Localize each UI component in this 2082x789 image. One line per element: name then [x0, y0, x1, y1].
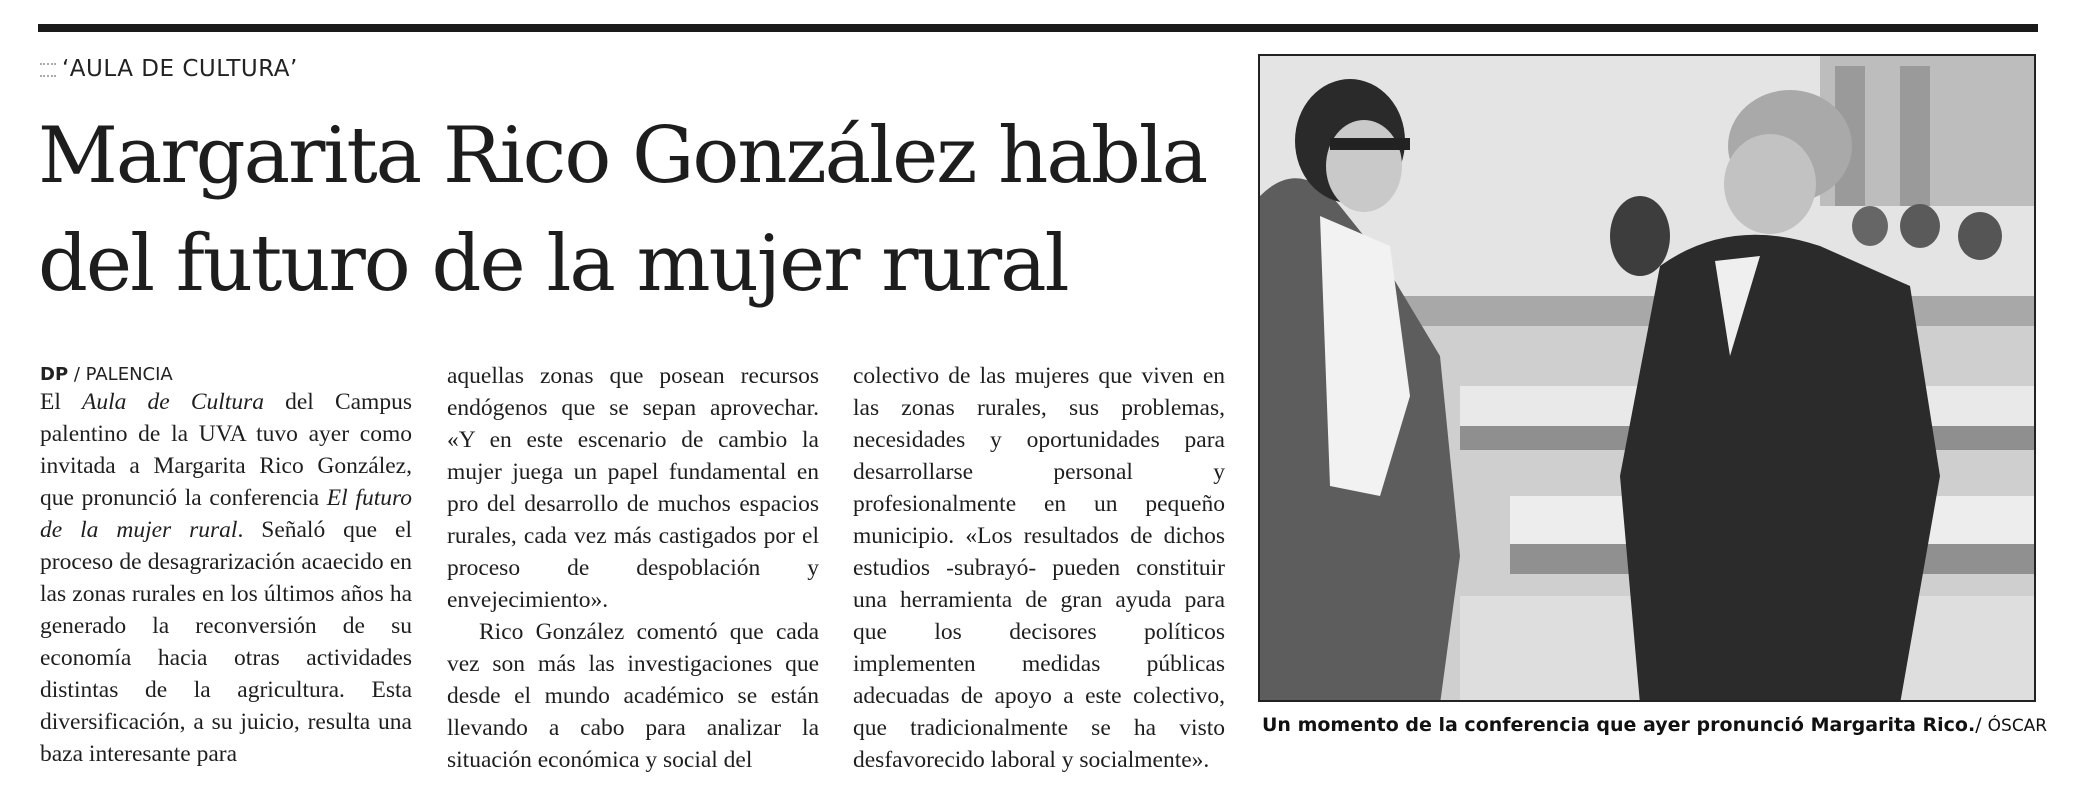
- section-label-text: ‘AULA DE CULTURA’: [62, 56, 298, 82]
- column1-text-c: . Señaló que el proceso de desagrarización acaecido en las zonas rurales en los últimos años ha generado la reconversión de su economía hacia otras actividades distintas de la agricultura. Esta diversificación, a su juicio, resulta una baza interesante para: [40, 517, 412, 767]
- headline-line-1: Margarita Rico González habla: [38, 111, 1207, 201]
- byline-separator: /: [68, 364, 86, 385]
- article-column-2: [447, 360, 819, 776]
- section-label: [40, 56, 298, 82]
- headline: [38, 102, 1248, 318]
- section-marker-icon: [40, 63, 56, 77]
- byline: [40, 364, 173, 385]
- article-photo: [1258, 54, 2036, 702]
- column1-text-b: del Campus palentino de la UVA tuvo ayer como invitada a Margarita Rico González, que pronunció la conferencia: [40, 389, 412, 511]
- caption-credit-separator: /: [1975, 714, 1988, 736]
- top-rule: [38, 24, 2038, 32]
- headline-line-2: del futuro de la mujer rural: [38, 219, 1068, 309]
- article-column-3: [853, 360, 1225, 776]
- column2-paragraph-1: aquellas zonas que posean recursos endógenos que se sepan aprovechar. «Y en este escenario de cambio la mujer juega un papel fundamental en pro del desarrollo de muchos espacios rurales, cada vez más castigados por el proceso de despoblación y envejecimiento».: [447, 363, 819, 613]
- column1-italic-aula: Aula de Cultura: [82, 389, 264, 415]
- byline-location: PALENCIA: [85, 364, 173, 385]
- byline-agency: DP: [40, 364, 69, 385]
- caption-credit: ÓSCAR: [1987, 716, 2048, 736]
- column1-text-a: El: [40, 389, 83, 415]
- photo-caption: [1262, 714, 2047, 736]
- caption-text: Un momento de la conferencia que ayer pronunció Margarita Rico.: [1262, 714, 1976, 736]
- article-column-1: [40, 386, 412, 770]
- column1-italic-title: El futuro de la mujer rural: [40, 485, 412, 543]
- photo-illustration: [1260, 56, 2036, 702]
- column1-paragraph: [40, 386, 412, 770]
- column2-paragraph-2: Rico González comentó que cada vez son más las investigaciones que desde el mundo académico se están llevando a cabo para analizar la situación económica y social del: [447, 619, 819, 773]
- column3-paragraph-1: colectivo de las mujeres que viven en las zonas rurales, sus problemas, necesidades y oportunidades para desarrollarse personal y profesionalmente en un pequeño municipio. «Los resultados de dichos estudios -subrayó- pueden constituir una herramienta de gran ayuda para que los decisores políticos implementen medidas públicas adecuadas de apoyo a este colectivo, que tradicionalmente se ha visto desfavorecido laboral y socialmente».: [853, 363, 1225, 773]
